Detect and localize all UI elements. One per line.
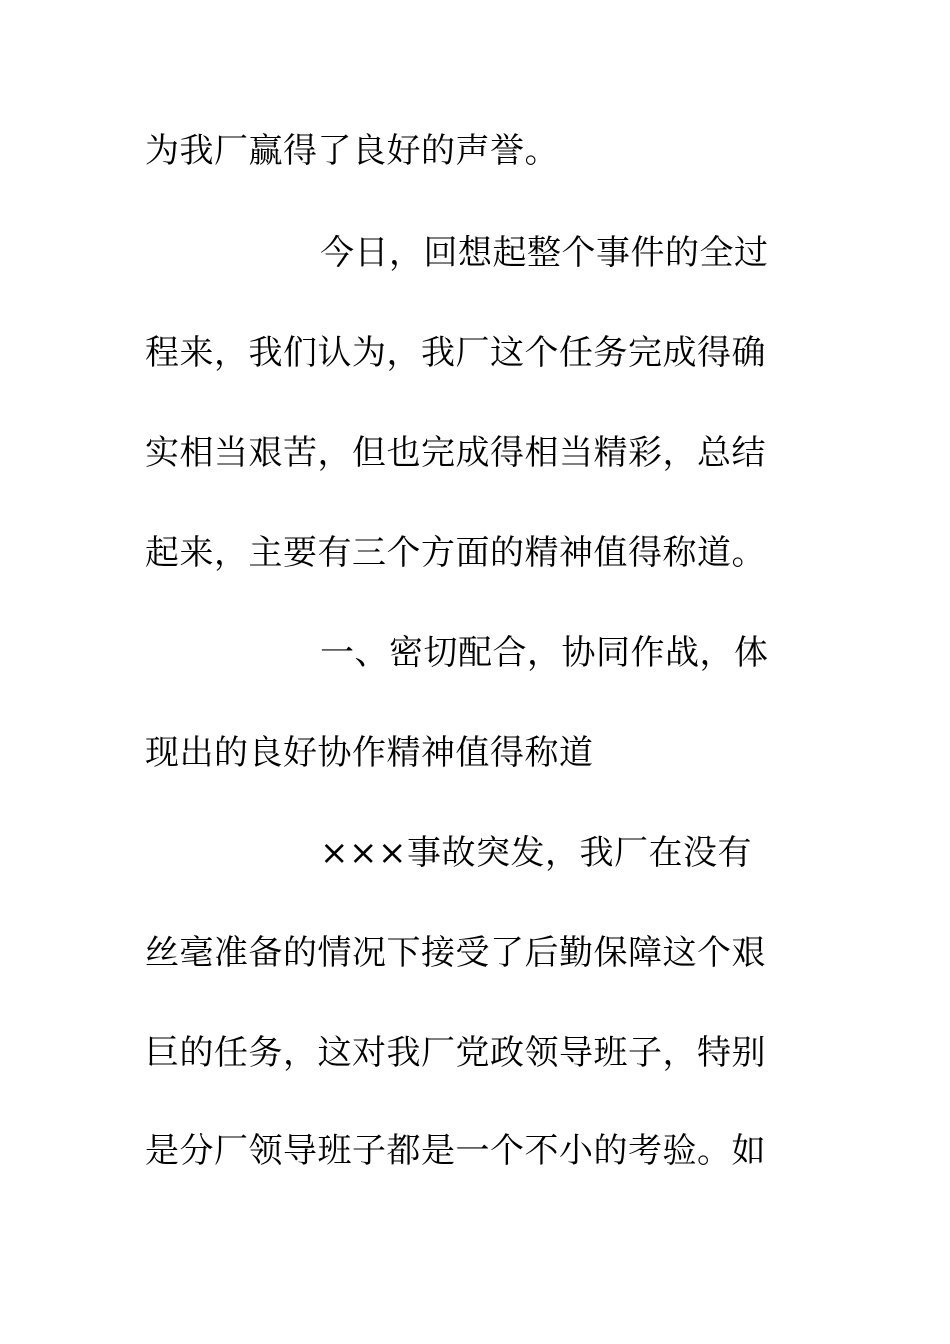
section-heading-line: 一、密切配合，协同作战，体 — [320, 633, 769, 673]
section-heading-line: 现出的良好协作精神值得称道 — [145, 733, 594, 773]
text-line: 巨的任务，这对我厂党政领导班子，特别 — [145, 1033, 766, 1073]
text-line: 实相当艰苦，但也完成得相当精彩，总结 — [145, 433, 766, 473]
paragraph-first-line: 今日，回想起整个事件的全过 — [320, 233, 769, 273]
text-line: 程来，我们认为，我厂这个任务完成得确 — [145, 333, 766, 373]
text-line: 起来，主要有三个方面的精神值得称道。 — [145, 533, 766, 573]
text-line: 丝毫准备的情况下接受了后勤保障这个艰 — [145, 933, 766, 973]
text-line: 是分厂领导班子都是一个不小的考验。如 — [145, 1131, 766, 1171]
text-line: 为我厂赢得了良好的声誉。 — [145, 131, 559, 171]
paragraph-first-line: ×××事故突发，我厂在没有 — [320, 833, 752, 873]
